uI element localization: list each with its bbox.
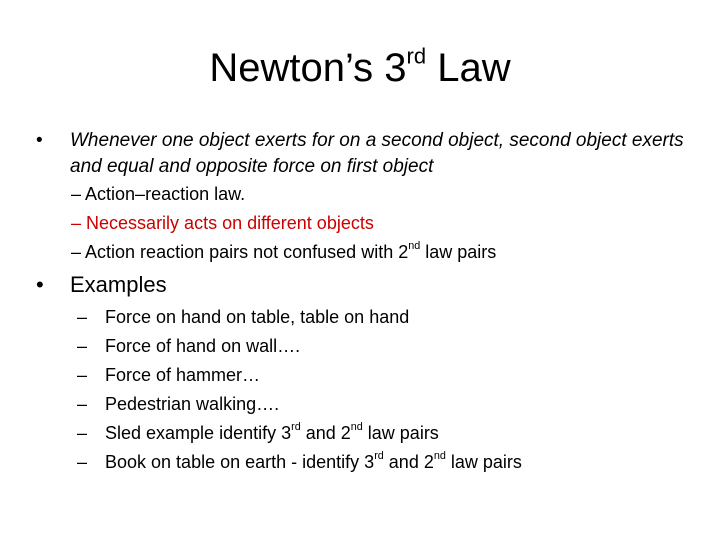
dash-icon: – [77, 336, 88, 356]
superscript: rd [374, 449, 384, 462]
example-text: Force on hand on table, table on hand [105, 307, 410, 327]
example-item [77, 362, 260, 388]
sub-point-1 [71, 181, 245, 207]
sub-point-text: Necessarily acts on different objects [86, 213, 374, 233]
example-text: and 2 [383, 452, 434, 472]
sub-point-text-suffix: law pairs [420, 242, 497, 262]
sub-point-3 [71, 239, 496, 265]
dash-icon: – [71, 242, 82, 262]
title-superscript: rd [406, 43, 427, 69]
dash-icon: – [77, 394, 88, 414]
sub-point-2 [71, 210, 374, 236]
example-text: Pedestrian walking…. [105, 394, 280, 414]
example-text: Book on table on earth - identify 3 [105, 452, 375, 472]
superscript: nd [408, 239, 421, 252]
title-text: Newton’s 3 [209, 46, 407, 90]
example-text: Force of hammer… [105, 365, 261, 385]
example-item [77, 420, 439, 446]
example-text: law pairs [445, 452, 522, 472]
superscript: rd [291, 420, 301, 433]
dash-icon: – [77, 365, 88, 385]
bullet-dot-icon: • [36, 130, 43, 151]
slide-title [0, 42, 720, 94]
example-text: Sled example identify 3 [105, 423, 292, 443]
dash-icon: – [71, 184, 82, 204]
sub-point-text: Action–reaction law. [85, 184, 246, 204]
examples-bullet [36, 271, 167, 299]
example-item [77, 304, 409, 330]
main-bullet [36, 128, 686, 180]
example-item [77, 333, 300, 359]
title-text-suffix: Law [426, 46, 511, 90]
example-item [77, 449, 522, 475]
main-bullet-text: Whenever one object exerts for on a second object, second object exerts and equal and opposite force on first object [70, 130, 684, 177]
dash-icon: – [77, 423, 88, 443]
example-text: law pairs [362, 423, 439, 443]
example-item [77, 391, 279, 417]
examples-heading: Examples [70, 272, 167, 297]
dash-icon: – [77, 452, 88, 472]
sub-point-text: Action reaction pairs not confused with 2 [85, 242, 409, 262]
dash-icon: – [71, 213, 82, 233]
example-text: Force of hand on wall…. [105, 336, 301, 356]
superscript: nd [433, 449, 446, 462]
bullet-dot-icon: • [36, 272, 44, 297]
superscript: nd [350, 420, 363, 433]
example-text: and 2 [300, 423, 351, 443]
dash-icon: – [77, 307, 88, 327]
